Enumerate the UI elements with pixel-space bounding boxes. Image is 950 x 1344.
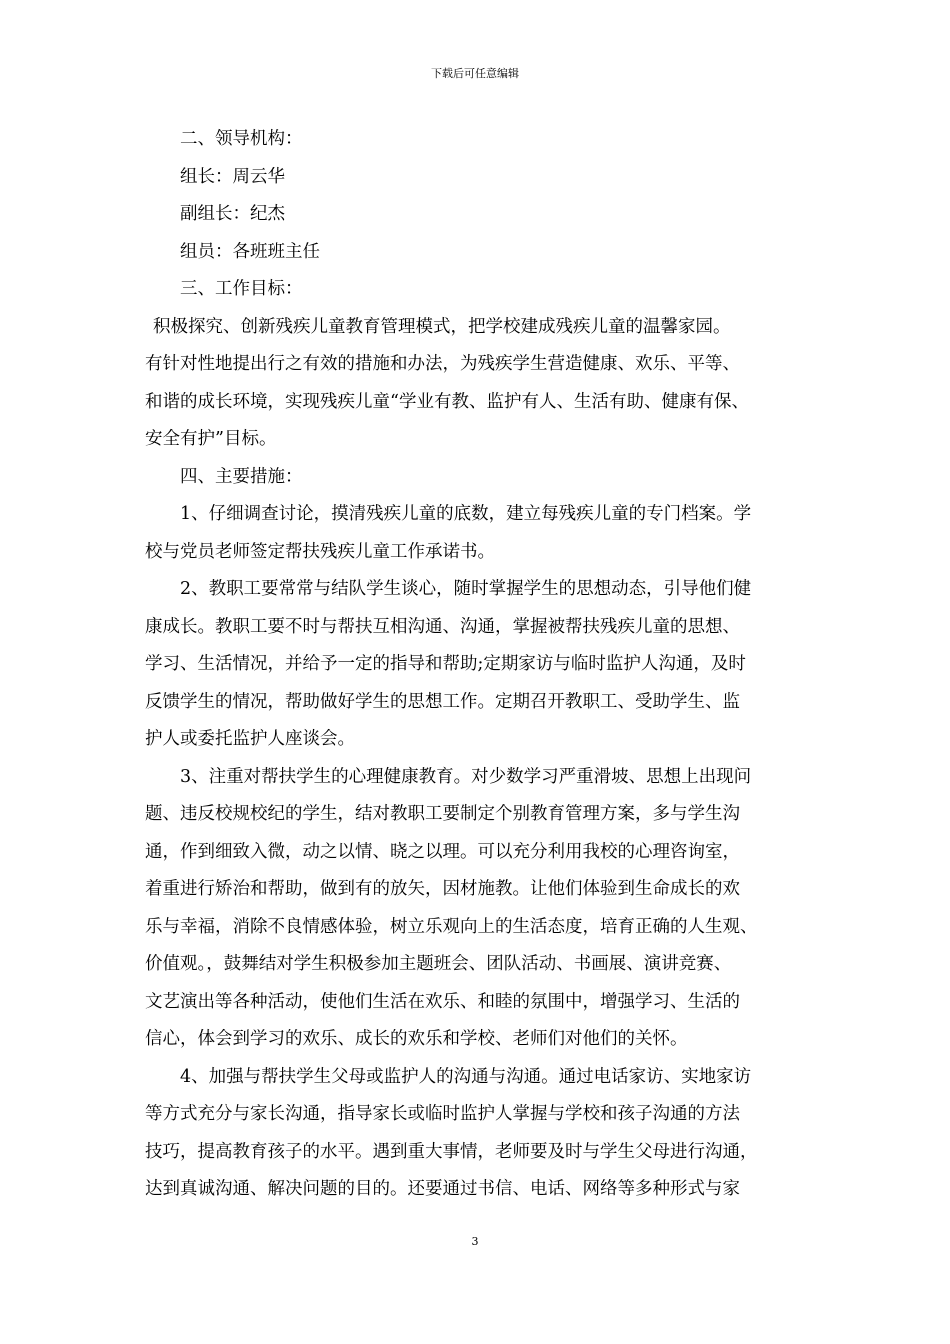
paragraph-line: 组员：各班班主任 xyxy=(180,241,320,262)
paragraph-line: 4、加强与帮扶学生父母或监护人的沟通与沟通。通过电话家访、实地家访 xyxy=(180,1066,752,1087)
paragraph-line: 康成长。教职工要不时与帮扶互相沟通、沟通，掌握被帮扶残疾儿童的思想、 xyxy=(145,616,740,637)
paragraph-line: 校与党员老师签定帮扶残疾儿童工作承诺书。 xyxy=(145,541,495,562)
paragraph-line: 等方式充分与家长沟通，指导家长或临时监护人掌握与学校和孩子沟通的方法 xyxy=(145,1104,740,1124)
paragraph-line: 题、违反校规校纪的学生，结对教职工要制定个别教育管理方案，多与学生沟 xyxy=(145,804,740,824)
paragraph-line: 通，作到细致入微，动之以情、晓之以理。可以充分利用我校的心理咨询室， xyxy=(145,841,740,862)
paragraph-line: 副组长：纪杰 xyxy=(180,204,285,224)
section-heading: 四、主要措施： xyxy=(180,466,303,487)
document-body xyxy=(145,121,815,1209)
paragraph-line: 护人或委托监护人座谈会。 xyxy=(145,729,355,749)
paragraph-line: 1、仔细调查讨论，摸清残疾儿童的底数，建立每残疾儿童的专门档案。学 xyxy=(180,504,752,524)
paragraph-line: 3、注重对帮扶学生的心理健康教育。对少数学习严重滑坡、思想上出现问 xyxy=(180,766,752,787)
paragraph-line: 价值观。，鼓舞结对学生积极参加主题班会、团队活动、书画展、演讲竞赛、 xyxy=(145,954,732,974)
paragraph-line: 组长：周云华 xyxy=(180,166,285,187)
paragraph-line: 信心，体会到学习的欢乐、成长的欢乐和学校、老师们对他们的关怀。 xyxy=(145,1029,688,1049)
section-heading: 二、领导机构： xyxy=(180,129,303,149)
section-heading: 三、工作目标： xyxy=(180,279,303,299)
paragraph-line: 有针对性地提出行之有效的措施和办法，为残疾学生营造健康、欢乐、平等、 xyxy=(145,354,740,374)
paragraph-line: 学习、生活情况，并给予一定的指导和帮助;定期家访与临时监护人沟通，及时 xyxy=(145,654,746,674)
paragraph-line: 着重进行矫治和帮助，做到有的放矢，因材施教。让他们体验到生命成长的欢 xyxy=(145,879,740,899)
page-header: 下载后可任意编辑 xyxy=(431,67,519,80)
paragraph-line: 文艺演出等各种活动，使他们生活在欢乐、和睦的氛围中，增强学习、生活的 xyxy=(145,991,740,1012)
page-number: 3 xyxy=(471,1235,479,1248)
paragraph-line: 乐与幸福，消除不良情感体验，树立乐观向上的生活态度，培育正确的人生观、 xyxy=(145,916,758,937)
paragraph-line: 和谐的成长环境，实现残疾儿童“学业有教、监护有人、生活有助、健康有保、 xyxy=(145,391,749,412)
paragraph-line: 达到真诚沟通、解决问题的目的。还要通过书信、电话、网络等多种形式与家 xyxy=(145,1179,740,1199)
paragraph-line: 反馈学生的情况，帮助做好学生的思想工作。定期召开教职工、受助学生、监 xyxy=(145,691,740,712)
paragraph-line: 技巧，提高教育孩子的水平。遇到重大事情，老师要及时与学生父母进行沟通， xyxy=(145,1141,758,1162)
paragraph-line: 2、教职工要常常与结队学生谈心，随时掌握学生的思想动态，引导他们健 xyxy=(180,579,752,599)
paragraph-line: 积极探究、创新残疾儿童教育管理模式，把学校建成残疾儿童的温馨家园。 xyxy=(153,316,731,337)
paragraph-line: 安全有护”目标。 xyxy=(145,429,277,449)
